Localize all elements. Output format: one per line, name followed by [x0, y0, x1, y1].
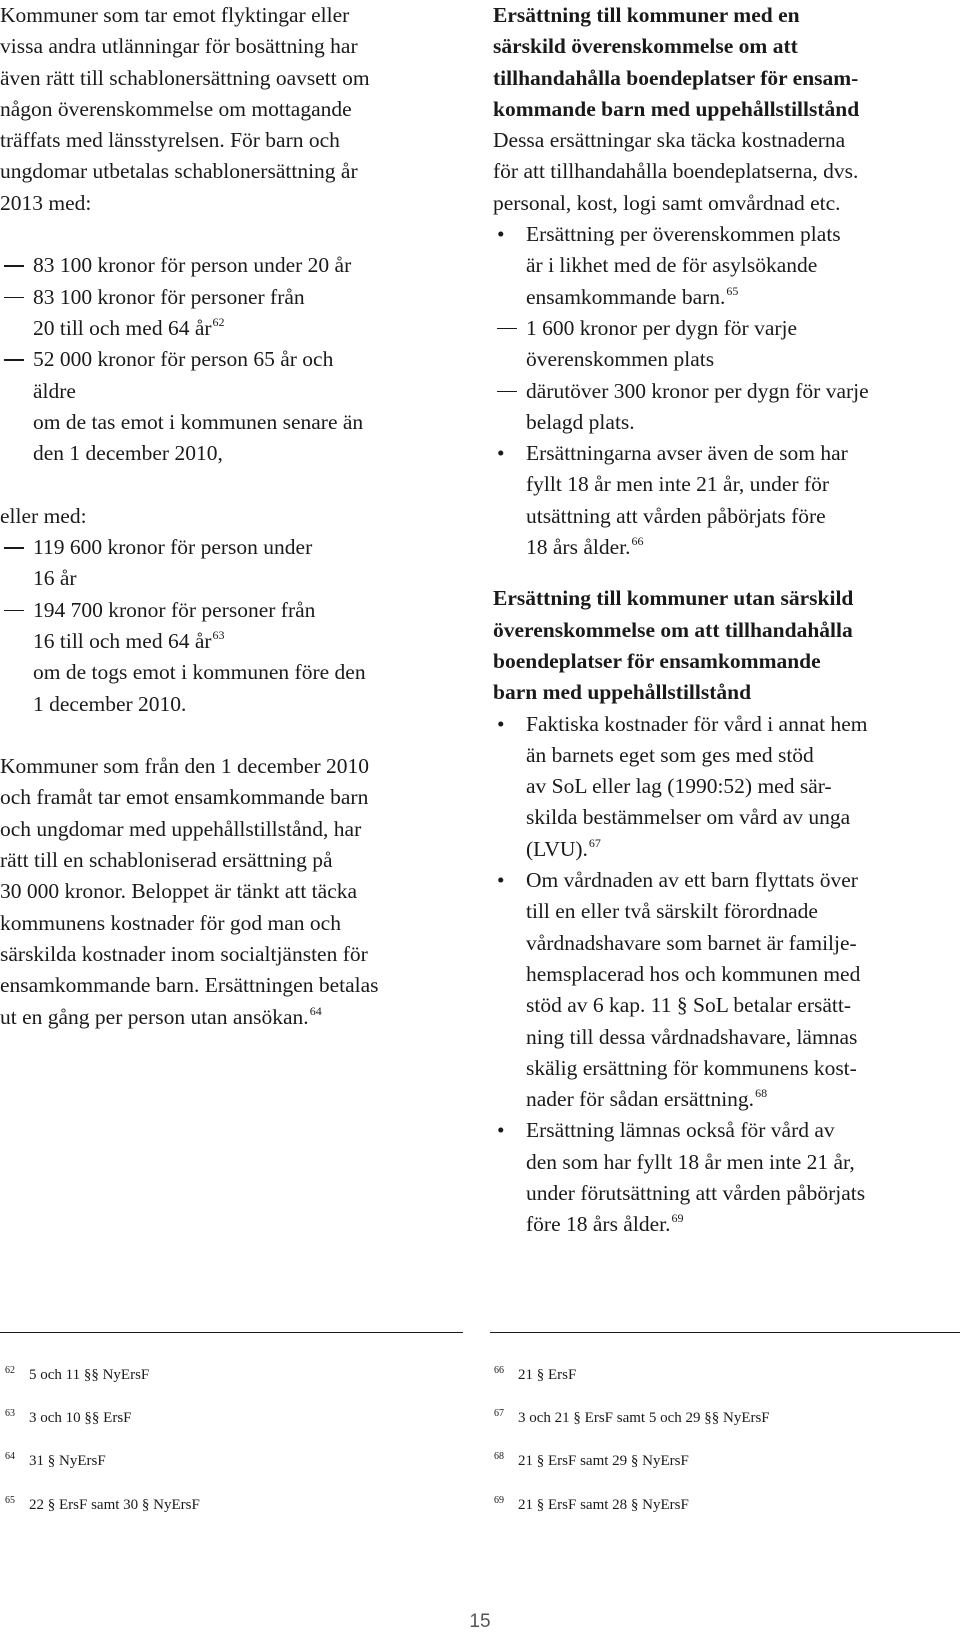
footnote-text: 21 § ErsF — [518, 1367, 577, 1383]
text-line: • Om vårdnaden av ett barn flyttats över — [526, 868, 858, 893]
text-line: 30 000 kronor. Beloppet är tänkt att täcka — [0, 879, 358, 904]
right-column — [493, 0, 955, 1241]
footnote-ref: 62 — [212, 314, 225, 329]
section-heading — [493, 0, 955, 125]
footnote-text: 3 och 10 §§ ErsF — [29, 1410, 132, 1426]
text-line: före 18 års ålder. — [526, 1212, 671, 1237]
text-line: 83 100 kronor för person under 20 år — [33, 253, 352, 278]
text-line: ning till dessa vårdnadshavare, lämnas — [526, 1024, 858, 1049]
text-line: utsättning att vården påbörjats före — [526, 503, 826, 528]
text-line: • Faktiska kostnader för vård i annat hem — [526, 711, 868, 736]
text-line: vårdnadshavare som barnet är familje- — [526, 930, 857, 955]
footnote — [494, 1362, 576, 1384]
footnote-text: 21 § ErsF samt 29 § NyErsF — [518, 1453, 689, 1469]
heading-line: Ersättning till kommuner med en — [493, 3, 800, 27]
footnote-text: 31 § NyErsF — [29, 1453, 106, 1469]
text-line: 16 år — [33, 566, 77, 591]
text-line: 194 700 kronor för personer från — [33, 597, 316, 622]
paragraph-ensamkommande — [0, 751, 460, 1033]
text-line: särskilda kostnader inom socialtjänsten för — [0, 941, 368, 966]
text-line: • Ersättning per överenskommen plats — [526, 222, 841, 247]
text-line: hemsplacerad hos och kommunen med — [526, 961, 861, 986]
text-line: rätt till en schabloniserad ersättning på — [0, 848, 333, 873]
footnote-number: 68 — [494, 1451, 504, 1462]
dash-list-item — [493, 313, 955, 376]
text-line: • Ersättning lämnas också för vård av — [526, 1118, 835, 1143]
text-line: träffats med länsstyrelsen. För barn och — [0, 128, 340, 153]
text-line: om de togs emot i kommunen före den — [33, 660, 366, 685]
dash-list-item — [0, 282, 460, 345]
footnote-number: 67 — [494, 1408, 504, 1419]
text-line: nader för sådan ersättning. — [526, 1087, 755, 1112]
text-line: är i likhet med de för asylsökande — [526, 253, 818, 278]
text-line: eller med: — [0, 503, 87, 528]
heading-line: Ersättning till kommuner utan särskild — [493, 586, 854, 611]
footnote — [5, 1492, 200, 1514]
text-line: (LVU). — [526, 836, 588, 861]
footnote-number: 63 — [5, 1408, 15, 1419]
heading-line: tillhandahålla boendeplatser för ensam- — [493, 65, 859, 90]
dash-list-item — [0, 532, 460, 595]
text-line: Dessa ersättningar ska täcka kostnaderna — [493, 128, 846, 153]
bullet-list-item — [493, 438, 955, 563]
footnote-text: 21 § ErsF samt 28 § NyErsF — [518, 1497, 689, 1513]
dash-list-item — [493, 376, 955, 439]
footnote-number: 66 — [494, 1365, 504, 1376]
dash-list-item — [0, 250, 460, 281]
text-line: 83 100 kronor för personer från — [33, 284, 305, 309]
text-line: 2013 med: — [0, 190, 92, 215]
footnote-ref: 68 — [755, 1086, 768, 1101]
text-line: 18 års ålder. — [526, 535, 631, 560]
text-line: Kommuner som från den 1 december 2010 — [0, 754, 369, 779]
footnote-ref: 64 — [309, 1003, 322, 1018]
text-line: någon överenskommelse om mottagande — [0, 96, 352, 121]
text-line: • Ersättningarna avser även de som har — [526, 441, 848, 466]
list-continuation — [0, 657, 460, 720]
heading-line: boendeplatser för ensamkommande — [493, 648, 821, 673]
bullet-list-item — [493, 1115, 955, 1240]
footnote-ref: 66 — [631, 534, 644, 549]
section-heading — [493, 583, 955, 708]
text-line: den som har fyllt 18 år men inte 21 år, — [526, 1149, 855, 1174]
text-line: ungdomar utbetalas schablonersättning år — [0, 159, 358, 184]
text-line: stöd av 6 kap. 11 § SoL betalar ersätt- — [526, 993, 851, 1018]
footnote-number: 65 — [5, 1495, 15, 1506]
heading-line: särskild överenskommelse om att — [493, 34, 798, 59]
bullet-list-item — [493, 219, 955, 313]
page-number: 15 — [469, 1611, 491, 1632]
dash-list-item — [0, 595, 460, 658]
text-line: ut en gång per person utan ansökan. — [0, 1004, 309, 1029]
left-column — [0, 0, 460, 1033]
text-line: under förutsättning att vården påbörjats — [526, 1180, 866, 1205]
footnote-ref: 63 — [212, 627, 225, 642]
footnote — [5, 1362, 149, 1384]
text-line: ensamkommande barn. — [526, 284, 726, 309]
dash-list-item — [0, 344, 460, 407]
text-line: 1 600 kronor per dygn för varje — [526, 315, 798, 340]
text-line: personal, kost, logi samt omvårdnad etc. — [493, 190, 841, 215]
text-line: belagd plats. — [526, 409, 635, 434]
footnote — [5, 1405, 132, 1427]
text-line: till en eller två särskilt förordnade — [526, 899, 818, 924]
intro-paragraph — [0, 0, 460, 219]
text-line: 20 till och med 64 år — [33, 315, 212, 340]
text-line: än barnets eget som ges med stöd — [526, 742, 814, 767]
text-line: kommunens kostnader för god man och — [0, 910, 341, 935]
heading-line: barn med uppehållstillstånd — [493, 680, 752, 705]
bullet-list-item — [493, 865, 955, 1115]
text-line: och ungdomar med uppehållstillstånd, har — [0, 816, 362, 841]
text-line: 1 december 2010. — [33, 691, 187, 716]
text-line: den 1 december 2010, — [33, 441, 223, 466]
footnote-text: 3 och 21 § ErsF samt 5 och 29 §§ NyErsF — [518, 1410, 770, 1426]
bullet-list-item — [493, 709, 955, 865]
footnote-ref: 69 — [671, 1211, 684, 1226]
text-line: skälig ersättning för kommunens kost- — [526, 1055, 857, 1080]
footnote-text: 5 och 11 §§ NyErsF — [29, 1367, 150, 1383]
text-line: om de tas emot i kommunen senare än — [33, 409, 364, 434]
text-line: Kommuner som tar emot flyktingar eller — [0, 3, 350, 27]
footnote-ref: 67 — [588, 835, 601, 850]
text-line: även rätt till schablonersättning oavsett om — [0, 65, 370, 90]
text-line: vissa andra utlänningar för bosättning har — [0, 34, 358, 59]
text-line: 16 till och med 64 år — [33, 628, 212, 653]
heading-line: kommande barn med uppehållstillstånd — [493, 96, 860, 121]
footnote-number: 69 — [494, 1495, 504, 1506]
footnote — [494, 1405, 770, 1427]
text-line: 52 000 kronor för person 65 år och — [33, 347, 334, 372]
text-line: och framåt tar emot ensamkommande barn — [0, 785, 369, 810]
text-line: skilda bestämmelser om vård av unga — [526, 805, 851, 830]
list-continuation — [0, 407, 460, 470]
footnote — [494, 1492, 689, 1514]
text-line: för att tillhandahålla boendeplatserna, dvs. — [493, 159, 859, 184]
footnote-divider — [490, 1332, 960, 1333]
footnote — [494, 1448, 689, 1470]
footnote — [5, 1448, 106, 1470]
text-line: överenskommen plats — [526, 347, 715, 372]
footnote-text: 22 § ErsF samt 30 § NyErsF — [29, 1497, 200, 1513]
text-line: ensamkommande barn. Ersättningen betalas — [0, 973, 379, 998]
text-line: 119 600 kronor för person under — [33, 535, 313, 560]
footnote-ref: 65 — [726, 283, 739, 298]
footnote-number: 64 — [5, 1451, 15, 1462]
heading-line: överenskommelse om att tillhandahålla — [493, 617, 853, 642]
text-line: fyllt 18 år men inte 21 år, under för — [526, 472, 830, 497]
footnote-number: 62 — [5, 1365, 15, 1376]
text-line: av SoL eller lag (1990:52) med sär- — [526, 774, 832, 799]
text-line: äldre — [33, 378, 76, 403]
text-line: därutöver 300 kronor per dygn för varje — [526, 378, 869, 403]
footnote-divider — [0, 1332, 463, 1333]
